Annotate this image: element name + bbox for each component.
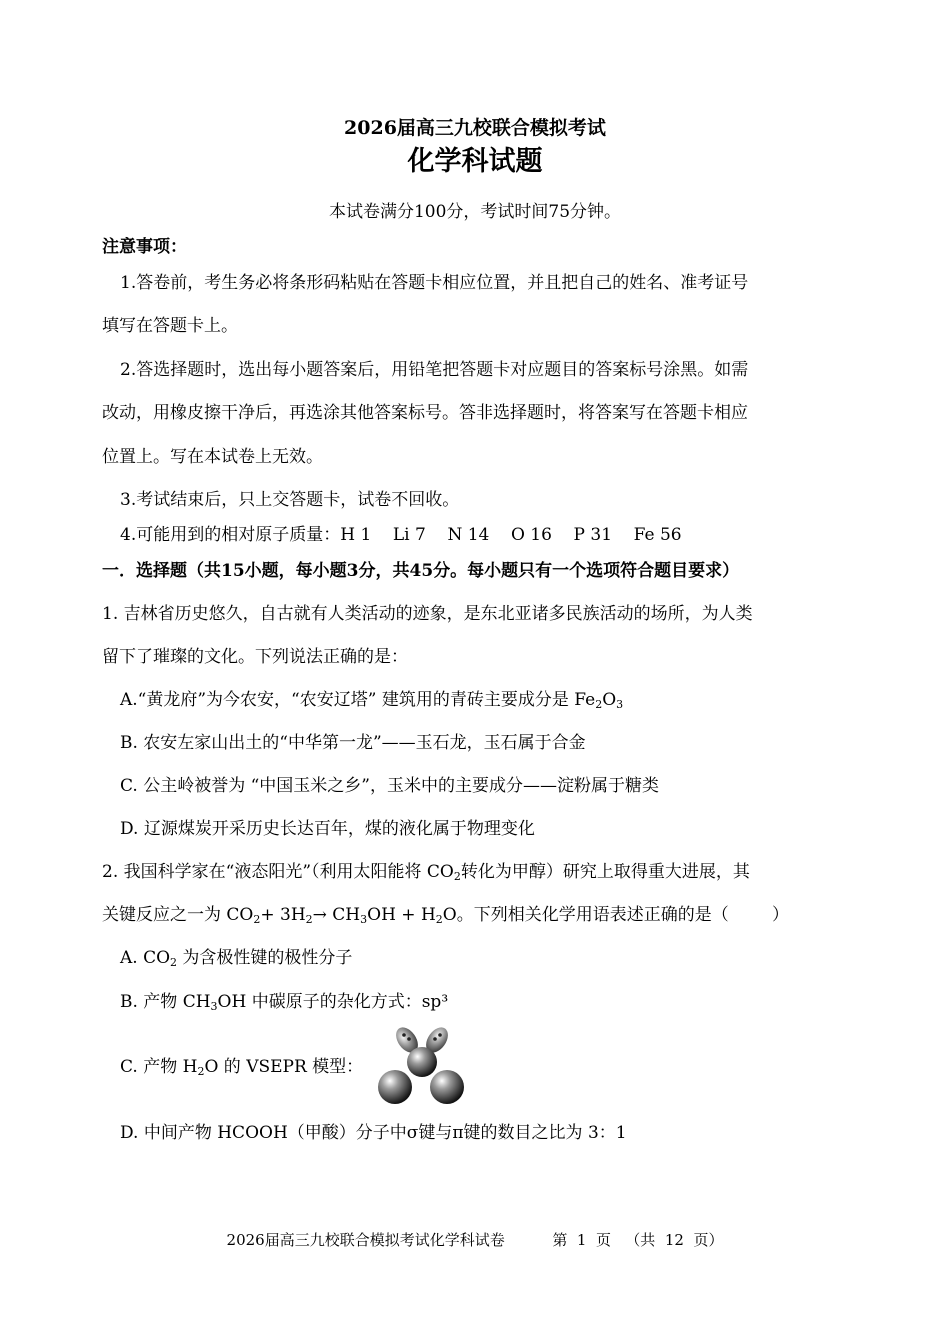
exam-title: 2026届高三九校联合模拟考试 <box>344 117 606 139</box>
subject-title: 化学科试题 <box>407 146 543 177</box>
q1-option-a: A.“黄龙府”为今农安，“农安辽塔” 建筑用的青砖主要成分是 $Fe_2O_3$ <box>120 690 624 711</box>
notice-item-2-line-2: 改动，用橡皮擦干净后，再选涂其他答案标号。答非选择题时，将答案写在答题卡相应 <box>102 403 748 423</box>
notice-heading: 注意事项： <box>102 237 187 257</box>
notice-item-1-line-2: 填写在答题卡上。 <box>102 316 238 336</box>
q2-stem-line-2: 关键反应之一为 $CO_2+ 3H_2\to CH_3OH + H_2O$。下列相关化学用语表述正确的是（ ） <box>102 905 789 926</box>
hydrogen-atom-left <box>378 1070 412 1104</box>
q2-option-c: C. 产物 $H_2O$ 的 VSEPR 模型： <box>120 1057 364 1078</box>
notice-item-2-line-3: 位置上。写在本试卷上无效。 <box>102 447 323 467</box>
notice-item-4: 4.可能用到的相对原子质量：H 1 Li 7 N 14 O 16 P 31 Fe 56 <box>120 525 682 545</box>
q2-option-b: B. 产物 $CH_3OH$ 中碳原子的杂化方式：sp³ <box>120 992 449 1013</box>
q1-option-c: C. 公主岭被誉为 “中国玉米之乡”，玉米中的主要成分——淀粉属于糖类 <box>120 776 659 796</box>
notice-item-2-line-1: 2.答选择题时，选出每小题答案后，用铅笔把答题卡对应题目的答案标号涂黑。如需 <box>120 360 749 380</box>
section-1-heading: 一．选择题（共15小题，每小题3分，共45分。每小题只有一个选项符合题目要求） <box>102 561 740 581</box>
q1-stem-line-1: 1. 吉林省历史悠久，自古就有人类活动的迹象，是东北亚诸多民族活动的场所，为人类 <box>102 604 753 624</box>
exam-info: 本试卷满分100分，考试时间75分钟。 <box>328 202 622 222</box>
q2-stem-line-1: 2. 我国科学家在“液态阳光”（利用太阳能将 $CO_2$转化为甲醇）研究上取得重大进展，其 <box>102 862 750 883</box>
page-footer: 2026届高三九校联合模拟考试化学科试卷 第 1 页 （共 12 页） <box>226 1231 724 1249</box>
q2-option-a: A. $CO_2$ 为含极性键的极性分子 <box>120 948 353 969</box>
water-vsepr-model-image <box>375 1024 467 1106</box>
oxygen-atom <box>407 1047 437 1077</box>
hydrogen-atom-right <box>430 1070 464 1104</box>
q2-option-d: D. 中间产物 HCOOH（甲酸）分子中σ键与π键的数目之比为 3：1 <box>120 1123 627 1143</box>
q1-stem-line-2: 留下了璀璨的文化。下列说法正确的是： <box>102 647 408 667</box>
q1-option-d: D. 辽源煤炭开采历史长达百年，煤的液化属于物理变化 <box>120 819 535 839</box>
notice-item-3: 3.考试结束后，只上交答题卡，试卷不回收。 <box>120 490 460 510</box>
notice-item-1-line-1: 1.答卷前，考生务必将条形码粘贴在答题卡相应位置，并且把自己的姓名、准考证号 <box>120 273 749 293</box>
q1-option-b: B. 农安左家山出土的“中华第一龙”——玉石龙，玉石属于合金 <box>120 733 586 753</box>
